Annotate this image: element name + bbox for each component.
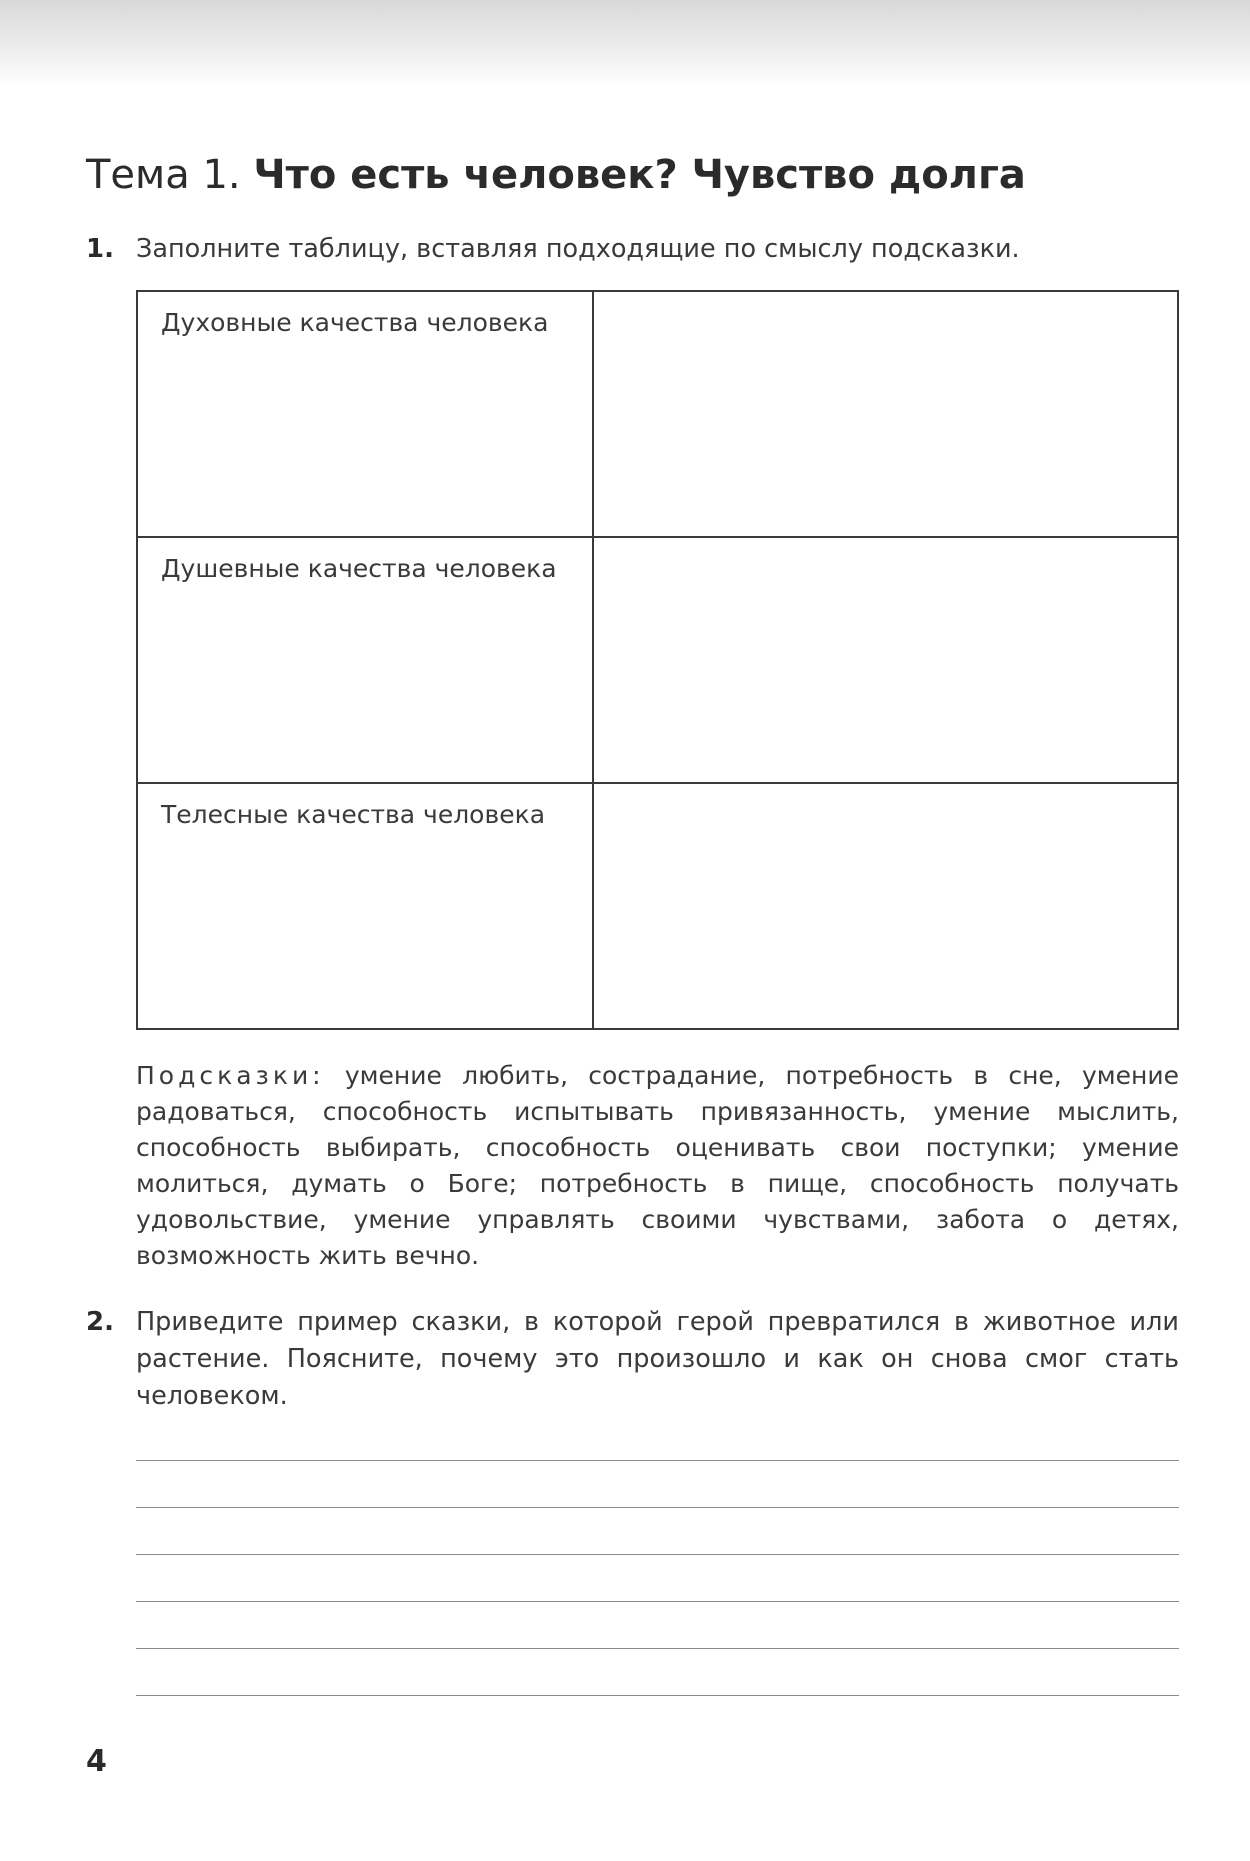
answer-cell-bodily[interactable] xyxy=(593,783,1178,1029)
row-label-spiritual: Духовные качества человека xyxy=(161,308,549,337)
table-row xyxy=(137,537,1178,783)
task-2-instruction: Приведите пример сказки, в которой герой превратился в животное или растение. Поясните, почему это произошло и как он снова смог стать человеком. xyxy=(136,1307,1179,1411)
answer-line[interactable] xyxy=(136,1508,1179,1555)
row-label-soul: Душевные качества человека xyxy=(161,554,557,583)
answer-cell-spiritual[interactable] xyxy=(593,291,1178,537)
task-1-number: 1. xyxy=(86,234,114,264)
task-2-number: 2. xyxy=(86,1307,114,1337)
answer-line[interactable] xyxy=(136,1555,1179,1602)
table-row xyxy=(137,291,1178,537)
qualities-table xyxy=(136,290,1179,1030)
table-row xyxy=(137,783,1178,1029)
hints-paragraph xyxy=(136,1058,1179,1274)
answer-lines[interactable] xyxy=(136,1460,1179,1696)
hints-text: умение любить, сострадание, потребность в сне, умение радоваться, способность испытывать привязанность, умение мыслить, способность выбирать, способность оценивать свои поступки; умение молиться, думать о Боге; потребность в пище, способность получать удовольствие, умение управлять своими чувствами, забота о детях, возможность жить вечно. xyxy=(136,1061,1179,1270)
title-prefix: Тема 1. xyxy=(86,152,254,198)
answer-line[interactable] xyxy=(136,1461,1179,1508)
answer-cell-soul[interactable] xyxy=(593,537,1178,783)
hints-label: Подсказки: xyxy=(136,1061,325,1090)
row-label-cell xyxy=(137,537,593,783)
row-label-cell xyxy=(137,783,593,1029)
row-label-bodily: Телесные качества человека xyxy=(161,800,546,829)
answer-line[interactable] xyxy=(136,1602,1179,1649)
page-title xyxy=(86,150,1026,200)
answer-line[interactable] xyxy=(136,1649,1179,1696)
scan-top-shadow xyxy=(0,0,1250,86)
title-main: Что есть человек? Чувство долга xyxy=(253,152,1026,198)
task-1-instruction: Заполните таблицу, вставляя подходящие по смыслу подсказки. xyxy=(136,234,1020,264)
page-number: 4 xyxy=(86,1744,107,1779)
row-label-cell xyxy=(137,291,593,537)
